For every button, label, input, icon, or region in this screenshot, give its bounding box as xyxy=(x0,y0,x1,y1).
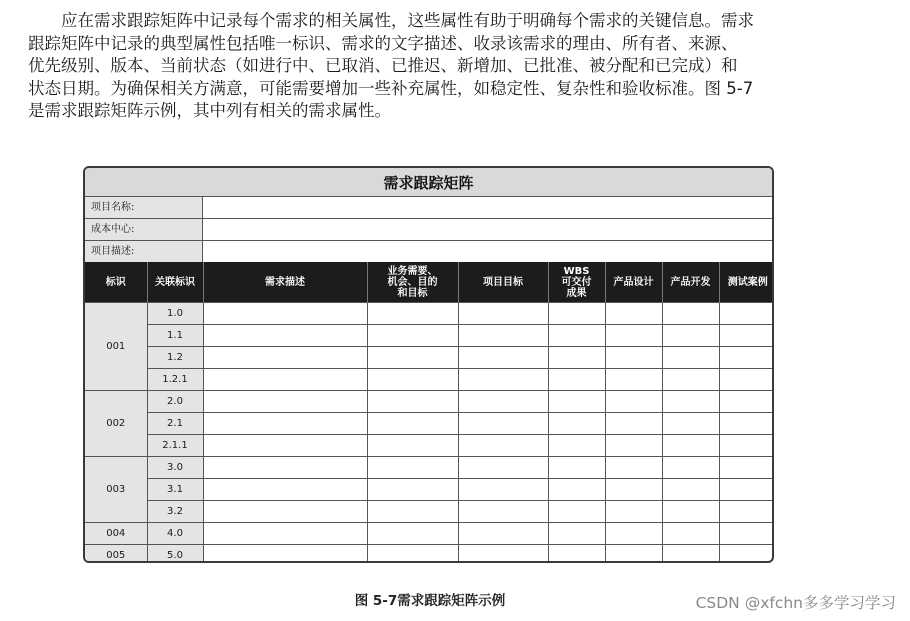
related-id-cell: 1.1 xyxy=(147,325,203,347)
requirement-id-cell: 003 xyxy=(85,457,147,523)
empty-cell xyxy=(662,479,719,501)
empty-cell xyxy=(203,501,367,523)
related-id-cell: 1.2 xyxy=(147,347,203,369)
empty-cell xyxy=(719,303,774,325)
column-header: WBS 可交付 成果 xyxy=(548,262,605,303)
related-id-cell: 4.0 xyxy=(147,523,203,545)
table-row xyxy=(85,391,774,413)
empty-cell xyxy=(367,435,458,457)
related-id-cell: 3.0 xyxy=(147,457,203,479)
column-header: 标识 xyxy=(85,262,147,303)
empty-cell xyxy=(367,545,458,564)
empty-cell xyxy=(605,545,662,564)
empty-cell xyxy=(203,457,367,479)
empty-cell xyxy=(548,325,605,347)
info-label: 成本中心: xyxy=(85,219,203,240)
empty-cell xyxy=(719,545,774,564)
header-row xyxy=(85,262,774,303)
related-id-cell: 2.0 xyxy=(147,391,203,413)
empty-cell xyxy=(203,523,367,545)
paragraph-line: 是需求跟踪矩阵示例，其中列有相关的需求属性。 xyxy=(28,101,391,120)
paragraph-line: 状态日期。为确保相关方满意，可能需要增加一些补充属性，如稳定性、复杂性和验收标准。图 5-7 xyxy=(28,78,754,98)
empty-cell xyxy=(662,523,719,545)
table-row xyxy=(85,303,774,325)
column-header: 测试案例 xyxy=(719,262,774,303)
empty-cell xyxy=(548,479,605,501)
empty-cell xyxy=(662,325,719,347)
related-id-cell: 3.1 xyxy=(147,479,203,501)
column-header: 产品设计 xyxy=(605,262,662,303)
empty-cell xyxy=(203,369,367,391)
intro-paragraph xyxy=(28,10,848,123)
table-row xyxy=(85,523,774,545)
empty-cell xyxy=(203,413,367,435)
empty-cell xyxy=(458,413,548,435)
empty-cell xyxy=(548,545,605,564)
empty-cell xyxy=(662,545,719,564)
empty-cell xyxy=(367,413,458,435)
requirement-id-cell: 002 xyxy=(85,391,147,457)
empty-cell xyxy=(458,435,548,457)
related-id-cell: 1.0 xyxy=(147,303,203,325)
empty-cell xyxy=(367,457,458,479)
info-row-project-name xyxy=(85,197,772,219)
empty-cell xyxy=(719,479,774,501)
empty-cell xyxy=(548,457,605,479)
empty-cell xyxy=(719,391,774,413)
empty-cell xyxy=(548,413,605,435)
empty-cell xyxy=(719,435,774,457)
requirement-id-cell: 005 xyxy=(85,545,147,564)
empty-cell xyxy=(605,457,662,479)
related-id-cell: 2.1 xyxy=(147,413,203,435)
empty-cell xyxy=(548,523,605,545)
figure-caption: 图 5-7需求跟踪矩阵示例 xyxy=(354,593,506,609)
empty-cell xyxy=(605,435,662,457)
empty-cell xyxy=(203,479,367,501)
empty-cell xyxy=(662,347,719,369)
empty-cell xyxy=(203,303,367,325)
empty-cell xyxy=(203,347,367,369)
empty-cell xyxy=(548,303,605,325)
paragraph-line: 应在需求跟踪矩阵中记录每个需求的相关属性，这些属性有助于明确每个需求的关键信息。需求 xyxy=(28,11,754,30)
empty-cell xyxy=(719,501,774,523)
empty-cell xyxy=(548,435,605,457)
empty-cell xyxy=(605,413,662,435)
info-row-project-description xyxy=(85,241,772,262)
empty-cell xyxy=(367,303,458,325)
table-row xyxy=(85,435,774,457)
requirement-id-cell: 001 xyxy=(85,303,147,391)
info-value xyxy=(203,241,772,262)
table-row xyxy=(85,369,774,391)
empty-cell xyxy=(605,347,662,369)
empty-cell xyxy=(548,347,605,369)
empty-cell xyxy=(458,523,548,545)
empty-cell xyxy=(719,325,774,347)
grid-body xyxy=(85,303,774,564)
empty-cell xyxy=(367,369,458,391)
empty-cell xyxy=(458,457,548,479)
table-row xyxy=(85,479,774,501)
watermark: CSDN @xfchn多多学习学习 xyxy=(695,594,896,612)
empty-cell xyxy=(458,501,548,523)
traceability-matrix xyxy=(83,166,774,563)
related-id-cell: 5.0 xyxy=(147,545,203,564)
table-row xyxy=(85,413,774,435)
info-row-cost-center xyxy=(85,219,772,241)
empty-cell xyxy=(203,545,367,564)
empty-cell xyxy=(203,391,367,413)
empty-cell xyxy=(662,435,719,457)
empty-cell xyxy=(719,523,774,545)
empty-cell xyxy=(719,347,774,369)
empty-cell xyxy=(203,325,367,347)
requirement-id-cell: 004 xyxy=(85,523,147,545)
empty-cell xyxy=(605,325,662,347)
related-id-cell: 1.2.1 xyxy=(147,369,203,391)
empty-cell xyxy=(605,523,662,545)
column-header: 需求描述 xyxy=(203,262,367,303)
table-row xyxy=(85,501,774,523)
empty-cell xyxy=(719,369,774,391)
column-header: 业务需要、 机会、目的 和目标 xyxy=(367,262,458,303)
info-label: 项目名称: xyxy=(85,197,203,218)
column-header: 产品开发 xyxy=(662,262,719,303)
empty-cell xyxy=(367,501,458,523)
empty-cell xyxy=(605,391,662,413)
table-row xyxy=(85,545,774,564)
info-value xyxy=(203,197,772,218)
table-row xyxy=(85,347,774,369)
empty-cell xyxy=(719,413,774,435)
empty-cell xyxy=(548,391,605,413)
empty-cell xyxy=(605,479,662,501)
empty-cell xyxy=(458,545,548,564)
table-row xyxy=(85,457,774,479)
info-value xyxy=(203,219,772,240)
empty-cell xyxy=(605,303,662,325)
empty-cell xyxy=(458,479,548,501)
column-header: 项目目标 xyxy=(458,262,548,303)
empty-cell xyxy=(458,369,548,391)
info-label: 项目描述: xyxy=(85,241,203,262)
paragraph-line: 跟踪矩阵中记录的典型属性包括唯一标识、需求的文字描述、收录该需求的理由、所有者、来源、 xyxy=(28,33,738,53)
empty-cell xyxy=(367,523,458,545)
empty-cell xyxy=(719,457,774,479)
empty-cell xyxy=(458,325,548,347)
empty-cell xyxy=(662,501,719,523)
table-row xyxy=(85,325,774,347)
empty-cell xyxy=(662,457,719,479)
empty-cell xyxy=(458,391,548,413)
empty-cell xyxy=(367,479,458,501)
paragraph-line: 优先级别、版本、当前状态（如进行中、已取消、已推迟、新增加、已批准、被分配和已完成）和 xyxy=(28,56,738,75)
empty-cell xyxy=(662,369,719,391)
column-header: 关联标识 xyxy=(147,262,203,303)
empty-cell xyxy=(605,501,662,523)
empty-cell xyxy=(662,303,719,325)
related-id-cell: 3.2 xyxy=(147,501,203,523)
empty-cell xyxy=(548,369,605,391)
empty-cell xyxy=(367,347,458,369)
related-id-cell: 2.1.1 xyxy=(147,435,203,457)
matrix-title: 需求跟踪矩阵 xyxy=(85,168,772,197)
empty-cell xyxy=(662,413,719,435)
empty-cell xyxy=(458,347,548,369)
empty-cell xyxy=(662,391,719,413)
empty-cell xyxy=(605,369,662,391)
empty-cell xyxy=(203,435,367,457)
empty-cell xyxy=(367,325,458,347)
matrix-grid xyxy=(85,262,774,563)
empty-cell xyxy=(548,501,605,523)
empty-cell xyxy=(458,303,548,325)
empty-cell xyxy=(367,391,458,413)
